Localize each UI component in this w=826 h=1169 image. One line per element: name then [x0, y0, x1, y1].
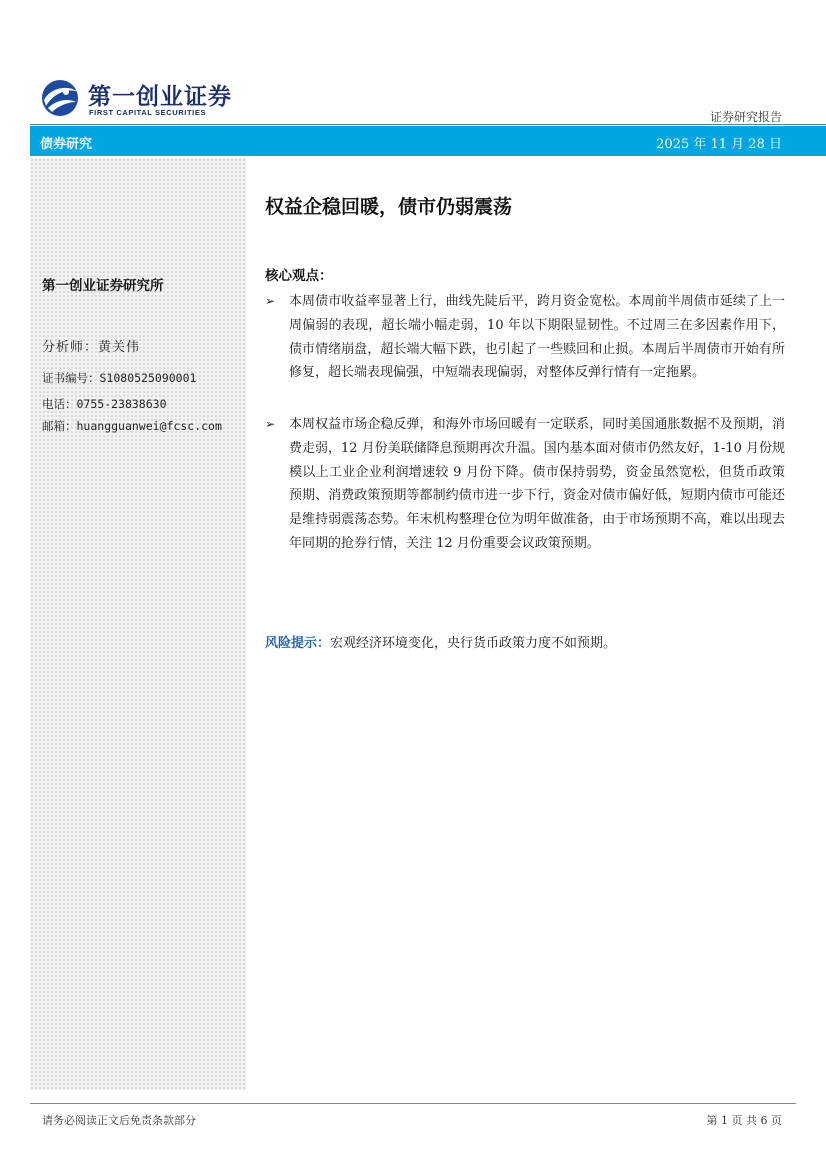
page-suffix: 页 — [771, 1114, 782, 1127]
section-label: 债券研究 — [40, 137, 93, 152]
risk-warning — [265, 632, 616, 651]
report-date: 2025 年 11 月 28 日 — [656, 137, 782, 152]
analyst-label: 分析师： — [42, 340, 99, 355]
header-divider — [30, 124, 826, 125]
page-indicator — [707, 1112, 783, 1128]
section-bar — [30, 126, 826, 156]
report-type: 证券研究报告 — [709, 110, 782, 124]
certificate-number: S1080525090001 — [99, 371, 197, 385]
company-logo — [40, 78, 240, 120]
disclaimer-note: 请务必阅读正文后免责条款部分 — [42, 1114, 196, 1127]
page-current: 1 — [721, 1114, 728, 1127]
risk-label: 风险提示： — [265, 636, 331, 651]
sidebar-panel — [30, 158, 246, 1090]
page-prefix: 第 — [706, 1114, 718, 1127]
arrow-bullet-icon: ➢ — [265, 417, 276, 431]
certificate-label: 证书编号： — [42, 371, 100, 385]
email-line — [42, 418, 222, 434]
footer-divider — [30, 1103, 796, 1104]
page-mid: 页 共 — [731, 1114, 757, 1127]
risk-text: 宏观经济环境变化，央行货币政策力度不如预期。 — [330, 636, 617, 651]
globe-logo-icon — [40, 78, 80, 118]
certificate-line — [42, 370, 196, 386]
analyst-name: 黄关伟 — [98, 340, 141, 355]
core-views-heading: 核心观点： — [265, 268, 333, 284]
telephone-label: 电话： — [42, 397, 77, 411]
telephone-number: 0755-23838630 — [76, 397, 167, 411]
bullet-point — [265, 413, 785, 556]
bullet-text: 本周权益市场企稳反弹，和海外市场回暖有一定联系，同时美国通胀数据不及预期，消费走弱，12 月份美联储降息预期再次升温。国内基本面对债市仍然友好，1-10 月份规模以上工业企业利润增速较 9 月份下降。债市保持弱势，资金虽然宽松，但货币政策预期、消费政策预期等都制约债市进一步下行，资金对债市偏好低，短期内债市可能还是维持弱震荡态势。年末机构整理仓位为明年做准备，由于市场预期不高，难以出现去年同期的抢券行情，关注 12 月份重要会议政策预期。 — [289, 417, 786, 551]
arrow-bullet-icon: ➢ — [265, 294, 276, 308]
report-title: 权益企稳回暖，债市仍弱震荡 — [265, 196, 513, 218]
email-label: 邮箱： — [42, 419, 77, 433]
telephone-line — [42, 396, 167, 412]
logo-english-name: FIRST CAPITAL SECURITIES — [89, 108, 207, 117]
analyst-line — [42, 336, 140, 355]
email-address[interactable]: huangguanwei@fcsc.com — [76, 419, 222, 433]
institute-name: 第一创业证券研究所 — [42, 278, 164, 294]
bullet-text: 本周债市收益率显著上行，曲线先陡后平，跨月资金宽松。本周前半周债市延续了上一周偏弱的表现，超长端小幅走弱，10 年以下期限显韧性。不过周三在多因素作用下，债市情绪崩盘，超长端大幅下跌，也引起了一些赎回和止损。本周后半周债市开始有所修复，超长端表现偏强，中短端表现偏弱，对整体反弹行情有一定拖累。 — [289, 294, 785, 381]
logo-chinese-name: 第一创业证券 — [88, 84, 232, 110]
page-total: 6 — [760, 1114, 768, 1127]
bullet-point — [265, 290, 785, 385]
